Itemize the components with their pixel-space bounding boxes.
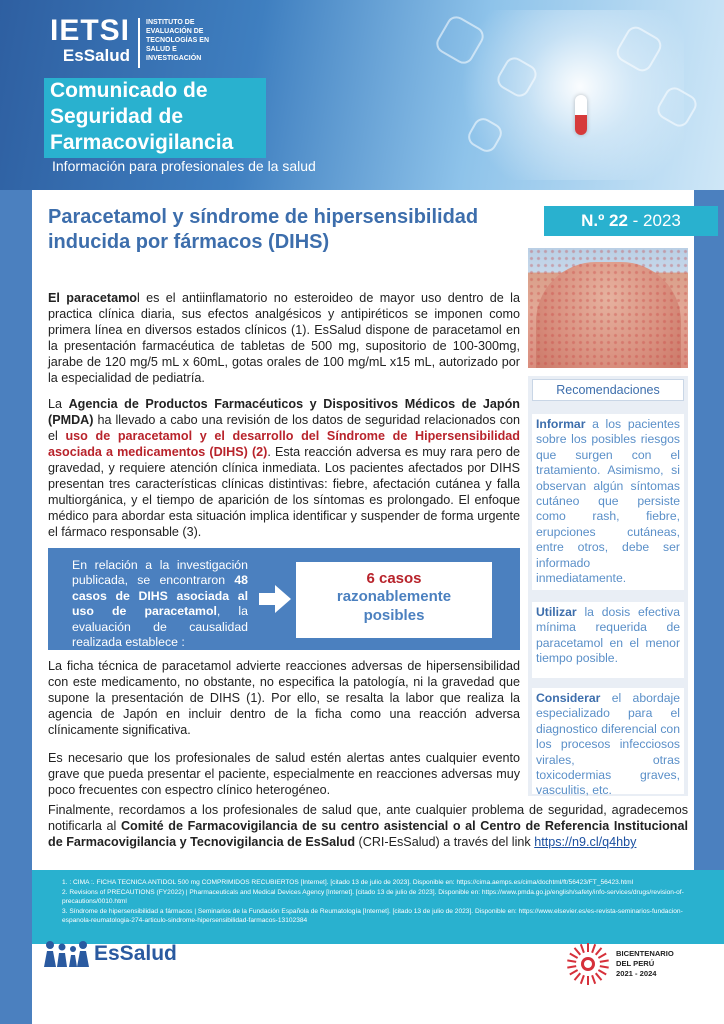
pill-icon xyxy=(575,95,587,135)
bicent-line: DEL PERÚ xyxy=(616,959,655,968)
cases-qualifier: razonablemente xyxy=(336,588,452,605)
highlight-text: uso de paracetamol y el desarrollo del Síndrome de Hipersensibilidad asociada a medicamentos (DIHS) (2) xyxy=(48,429,520,459)
rec-keyword: Informar xyxy=(536,417,586,431)
callout-text-part: , la evaluación de causalidad realizada establece : xyxy=(72,604,248,650)
essalud-footer-logo xyxy=(42,940,177,968)
paragraph-text: La xyxy=(48,397,69,411)
left-frame xyxy=(0,190,32,1024)
paragraph-intro xyxy=(48,290,520,386)
bicentenario-text xyxy=(616,949,674,979)
article-title: Paracetamol y síndrome de hipersensibilidad inducida por fármacos (DIHS) xyxy=(48,206,479,253)
recommendation-dose xyxy=(532,602,684,678)
logo-divider xyxy=(138,18,140,68)
people-icon xyxy=(42,940,90,968)
bicent-line: BICENTENARIO xyxy=(616,949,674,958)
bicent-line: 2021 - 2024 xyxy=(616,969,657,978)
paragraph-text: ha llevado a cabo una revisión de los datos de seguridad relacionados con el xyxy=(48,413,520,443)
callout-text-part: En relación a la investigación publicada, se encontraron xyxy=(72,558,248,588)
rec-keyword: Considerar xyxy=(536,691,601,705)
title-line: Seguridad de xyxy=(50,105,184,128)
recommendation-inform xyxy=(532,414,684,590)
rash-pattern xyxy=(528,248,688,368)
reference-item: 1. : CIMA :. FICHA TECNICA ANTIDOL 500 mg COMPRIMIDOS RECUBIERTOS [Internet]. [citado 13 de julio de 2023]. Disponible en: https://cima.aemps.es/cima/dochtml/ft/56423/FT_56423.html xyxy=(62,879,634,886)
rec-keyword: Utilizar xyxy=(536,605,577,619)
institute-line: SALUD E xyxy=(146,46,177,53)
institute-name xyxy=(146,18,209,63)
footer-essalud-text: EsSalud xyxy=(94,942,177,965)
logo-ietsi-text: IETSI xyxy=(50,14,131,47)
paragraph-text: l es el antiinflamatorio no esteroideo de mayor uso dentro de la practica clínica diaria, sus efectos analgésicos y antipiréticos se imponen como primera línea en diversos estados clínicos (1). EsSalud dispone de paracetamol en la presentación farmacéutica de tabletas de 500 mg, supositorio de 100-300mg, jarabe de 120 mg/5 mL x 60mL, gotas orales de 100 mg/mL x15 mL, autorizado por la especialidad de pediatría. xyxy=(48,291,520,385)
paragraph-text: . Esta reacción adversa es muy rara pero de gravedad, y requiere atención clínica inmediata. Los pacientes afectados por DIHS presentan tres características clínicas distintivas: fiebre, afectación cutánea y falla multiorgánica, y el tiempo de aparición de los síntomas es prolongado. El enfoque médico para abordar esta situación implica identificar y suspender de forma urgente el fármaco responsable (3). xyxy=(48,445,520,539)
callout-text xyxy=(72,558,248,650)
paragraph-text: Finalmente, recordamos a los profesionales de salud que, ante cualquier problema de seguridad, agradecemos notificarla al xyxy=(48,803,688,833)
issue-year: - 2023 xyxy=(627,211,681,230)
cases-qualifier: posibles xyxy=(363,607,425,624)
references-list xyxy=(62,878,692,926)
title-line: Farmacovigilancia xyxy=(50,131,234,154)
paragraph-alert: Es necesario que los profesionales de salud estén alertas antes cualquier evento grave que pueda presentar el paciente, especialmente en reacciones adversas muy poco frecuentes con espectro clínico heterogéneo. xyxy=(48,751,520,797)
logo-essalud-text: EsSalud xyxy=(62,46,131,65)
paragraph-text: (CRI-EsSalud) a través del link xyxy=(355,835,535,849)
bold-term: Agencia de Productos Farmacéuticos y Dispositivos Médicos de Japón (PMDA) xyxy=(48,397,520,427)
paragraph-pmda xyxy=(48,396,520,540)
recommendations-header: Recomendaciones xyxy=(532,379,684,401)
reference-item: 3. Síndrome de hipersensibilidad a fármacos | Seminarios de la Fundación Española de Reumatología [Internet]. [citado 13 de julio de 2023]. Disponible en: https://www.elsevier.es/es-revista-seminarios-fundacion-espanola-reumatologia-274-articulo-sindrome-hipersensibilidad-farmacos-13102384 xyxy=(62,908,683,924)
institute-line: EVALUACIÓN DE xyxy=(146,28,204,35)
bold-term: Comité de Farmacovigilancia de su centro asistencial o al Centro de Referencia Institucional de Farmacovigilancia y Tecnovigilancia de EsSalud xyxy=(48,819,689,849)
communique-title xyxy=(50,78,290,156)
cases-count: 6 casos xyxy=(366,570,422,587)
rec-text: el abordaje especializado para el diagnostico diferencial con los procesos infecciosos virales, otras toxicodermias graves, vasculitis, etc. xyxy=(536,691,680,798)
ietsi-logo xyxy=(50,16,209,68)
paragraph-ficha: La ficha técnica de paracetamol advierte reacciones adversas de hipersensibilidad con este medicamento, no obstante, no especifica la patología, ni la gravedad que supone la presentación de DIHS (1). Por ello, se resalta la labor que realiza la agencia de Japón en incluir dentro de la ficha como una reacción adversa clínicamente significativa. xyxy=(48,659,520,737)
callout-bold: 48 casos de DIHS asociada al uso de paracetamol xyxy=(72,573,248,619)
title-line: Comunicado de xyxy=(50,79,208,102)
rec-text: la dosis efectiva mínima requerida de paracetamol en el menor tiempo posible. xyxy=(536,605,680,666)
callout-result-box xyxy=(296,562,492,638)
report-link[interactable]: https://n9.cl/q4hby xyxy=(534,835,637,849)
issue-number: N.º 22 xyxy=(581,211,628,230)
recommendation-consider xyxy=(532,688,684,798)
bicentenario-seal-icon xyxy=(566,942,610,986)
rec-text: a los pacientes sobre los posibles riesgos que surgen con el tratamiento. Asimismo, si observan algún síntomas cutáneo que persiste como rash, fiebre, erupciones cutáneas, entre otros, debe ser informado inmediatamente. xyxy=(536,417,680,586)
issue-badge xyxy=(544,206,718,236)
bold-term: El paracetamo xyxy=(48,291,137,305)
institute-line: INSTITUTO DE xyxy=(146,19,195,26)
reference-item: 2. Revisions of PRECAUTIONS (FY2022) | Pharmaceuticals and Medical Devices Agency [Internet]. [citado 13 de julio de 2023]. Disponible en: https://www.pmda.go.jp/english/safety/info-services/drugs/revision-of-precautions/0010.html xyxy=(62,889,684,905)
skin-rash-photo xyxy=(528,248,688,368)
paragraph-closing xyxy=(48,802,688,850)
right-frame xyxy=(694,190,724,880)
institute-line: INVESTIGACIÓN xyxy=(146,55,202,62)
header-subtitle: Información para profesionales de la salud xyxy=(52,158,316,174)
arrow-right-icon xyxy=(259,585,291,613)
institute-line: TECNOLOGÍAS EN xyxy=(146,37,210,44)
bicentenario-logo xyxy=(566,942,674,986)
